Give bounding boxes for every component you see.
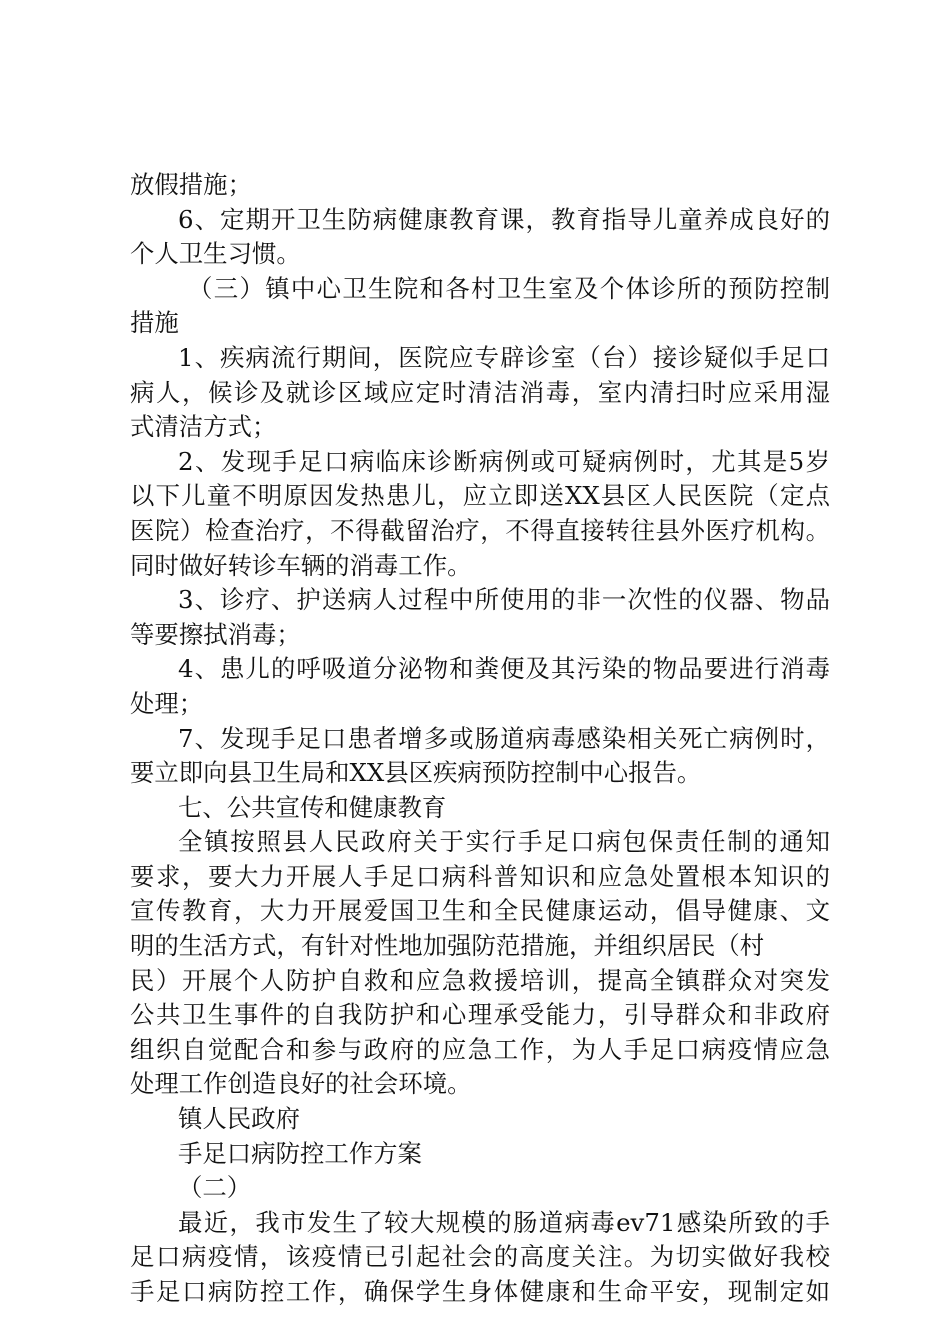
text-line: 明的生活方式，有针对性地加强防范措施，并组织居民（村: [130, 931, 765, 961]
text-line: 要立即向县卫生局和XX县区疾病预防控制中心报告。: [130, 758, 702, 788]
text-line: 处理；: [130, 688, 204, 718]
text-line: 等要擦拭消毒；: [130, 619, 301, 649]
text-line: 组织自觉配合和参与政府的应急工作，为人手足口病疫情应急: [130, 1034, 830, 1064]
document-page: [130, 168, 830, 1310]
document-title: 手足口病防控工作方案: [178, 1138, 422, 1168]
text-line: 个人卫生习惯。: [130, 239, 301, 269]
text-line: 式清洁方式；: [130, 412, 277, 442]
text-line: 1、疾病流行期间，医院应专辟诊室（台）接诊疑似手足口: [178, 342, 830, 372]
text-line: 最近，我市发生了较大规模的肠道病毒ev71感染所致的手: [178, 1207, 830, 1237]
signature-line: 镇人民政府: [178, 1104, 300, 1134]
section-number: （二）: [178, 1173, 252, 1203]
text-line: 公共卫生事件的自我防护和心理承受能力，引导群众和非政府: [130, 1000, 830, 1030]
text-line: 民）开展个人防护自救和应急救援培训，提高全镇群众对突发: [130, 965, 830, 995]
section-heading: （三）镇中心卫生院和各村卫生室及个体诊所的预防控制: [188, 273, 830, 303]
text-line: 处理工作创造良好的社会环境。: [130, 1069, 472, 1099]
section-heading: 七、公共宣传和健康教育: [178, 792, 447, 822]
text-line: 手足口病防控工作，确保学生身体健康和生命平安，现制定如: [130, 1277, 830, 1306]
text-line: 要求，要大力开展人手足口病科普知识和应急处置根本知识的: [130, 861, 830, 891]
text-line: 全镇按照县人民政府关于实行手足口病包保责任制的通知: [178, 827, 830, 857]
text-line: 6、定期开卫生防病健康教育课，教育指导儿童养成良好的: [178, 204, 830, 234]
text-line: 措施: [130, 308, 179, 338]
text-line: 同时做好转诊车辆的消毒工作。: [130, 550, 472, 580]
text-line: 宣传教育，大力开展爱国卫生和全民健康运动，倡导健康、文: [130, 896, 830, 926]
text-line: 医院）检查治疗，不得截留治疗，不得直接转往县外医疗机构。: [130, 515, 830, 545]
text-line: 以下儿童不明原因发热患儿，应立即送XX县区人民医院（定点: [130, 481, 830, 511]
text-line: 放假措施；: [130, 170, 252, 199]
text-line: 3、诊疗、护送病人过程中所使用的非一次性的仪器、物品: [178, 585, 830, 615]
text-line: 足口病疫情，该疫情已引起社会的高度关注。为切实做好我校: [130, 1242, 830, 1272]
text-line: 7、发现手足口患者增多或肠道病毒感染相关死亡病例时，: [178, 723, 830, 753]
text-line: 病人，候诊及就诊区域应定时清洁消毒，室内清扫时应采用湿: [130, 377, 830, 407]
text-line: 4、患儿的呼吸道分泌物和粪便及其污染的物品要进行消毒: [178, 654, 830, 684]
text-line: 2、发现手足口病临床诊断病例或可疑病例时，尤其是5岁: [178, 446, 830, 476]
